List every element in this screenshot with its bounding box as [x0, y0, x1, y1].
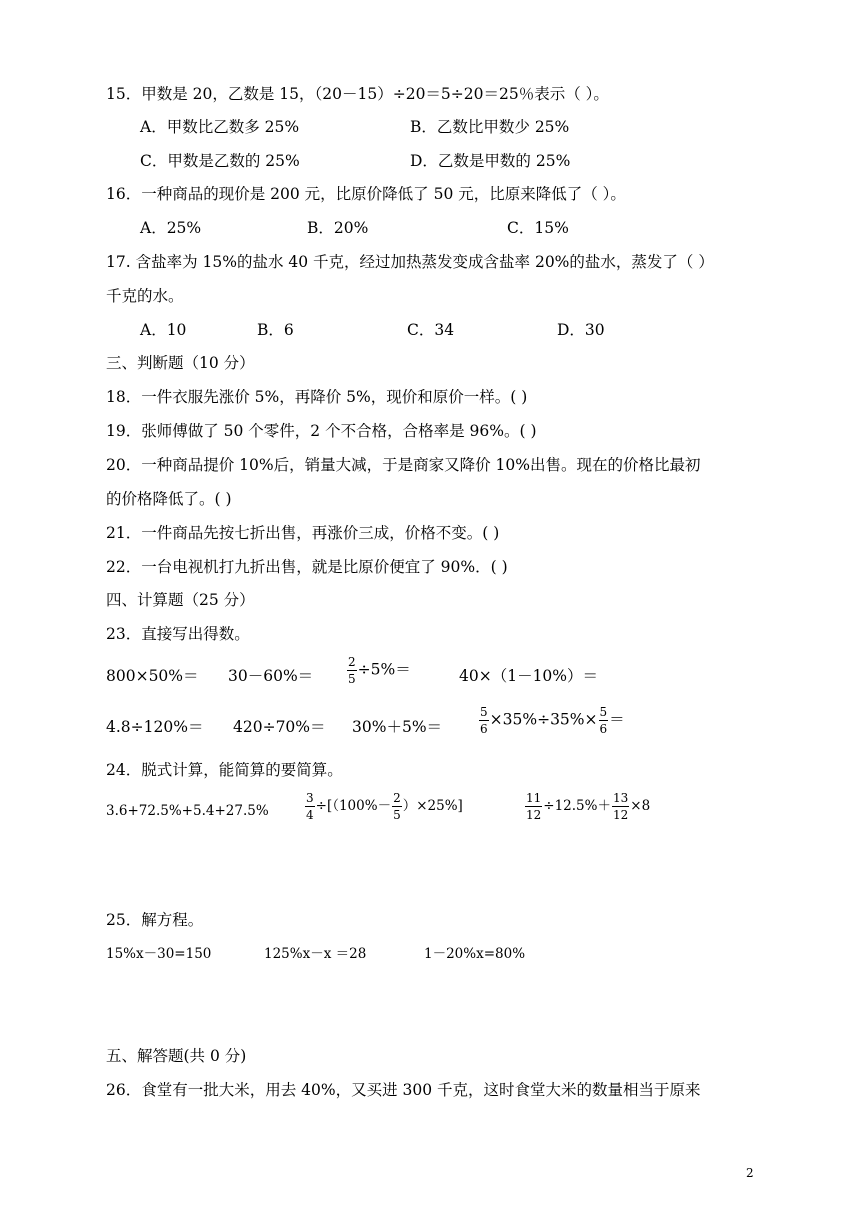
section-heading-answer: 五、解答题(共 0 分): [106, 1047, 247, 1065]
q25-equation-1: 15%x－30=150: [106, 946, 212, 962]
q17-option-b: B．6: [257, 321, 294, 339]
q15-option-b: B．乙数比甲数少 25%: [410, 118, 570, 136]
q21-stem: 21．一件商品先按七折出售，再涨价三成，价格不变。( ): [106, 524, 500, 542]
q23-expr-5: 4.8÷120%＝: [106, 718, 204, 736]
fraction: $\frac{2}{5}$: [348, 655, 356, 686]
q15-option-a: A．甲数比乙数多 25%: [140, 118, 300, 136]
q26-stem: 26．食堂有一批大米，用去 40%，又买进 300 千克，这时食堂大米的数量相当于原来: [106, 1081, 701, 1099]
fraction: $\frac{11}{12}$: [526, 791, 542, 822]
q22-stem: 22．一台电视机打九折出售，就是比原价便宜了 90%．( ): [106, 558, 508, 576]
q16-stem: 16．一种商品的现价是 200 元，比原价降低了 50 元，比原来降低了（ ）。: [106, 185, 626, 203]
q25-stem: 25．解方程。: [106, 911, 204, 929]
q17-stem-line1: 17. 含盐率为 15%的盐水 40 千克，经过加热蒸发变成含盐率 20%的盐水，蒸发了（ ）: [106, 253, 714, 271]
q15-option-c: C．甲数是乙数的 25%: [140, 152, 300, 170]
q15-stem: 15．甲数是 20，乙数是 15，（20－15）÷20＝5÷20＝25％表示（ ）。: [106, 85, 609, 103]
q24-expr-2: $\frac{3}{4}$ ÷[（100%－ $\frac{2}{5}$ ）×25%]: [306, 791, 463, 822]
q23-expr-2: 30－60%＝: [228, 667, 314, 685]
q16-option-c: C．15%: [507, 219, 569, 237]
q20-stem-line2: 的价格降低了。( ): [106, 490, 232, 508]
q24-stem: 24．脱式计算，能简算的要简算。: [106, 761, 343, 779]
fraction: $\frac{13}{12}$: [612, 791, 629, 822]
fraction: $\frac{5}{6}$: [480, 705, 488, 736]
q20-stem-line1: 20．一种商品提价 10%后，销量大减，于是商家又降价 10%出售。现在的价格比最初: [106, 456, 701, 474]
fraction: $\frac{3}{4}$: [306, 791, 314, 822]
q23-expr-6: 420÷70%＝: [233, 718, 326, 736]
q24-expr-3: $\frac{11}{12}$ ÷12.5%＋ $\frac{13}{12}$ ×8: [526, 791, 651, 822]
section-heading-judgement: 三、判断题（10 分）: [106, 354, 255, 372]
q16-option-a: A．25%: [140, 219, 202, 237]
q19-stem: 19．张师傅做了 50 个零件，2 个不合格，合格率是 96%。( ): [106, 422, 537, 440]
q25-equation-3: 1－20%x=80%: [424, 946, 526, 962]
fraction: $\frac{5}{6}$: [599, 705, 608, 736]
q17-stem-line2: 千克的水。: [106, 287, 184, 305]
section-heading-calculation: 四、计算题（25 分）: [106, 591, 255, 609]
q23-expr-4: 40×（1－10%）＝: [459, 667, 599, 685]
q23-expr-1: 800×50%＝: [106, 667, 199, 685]
q23-expr-8: $\frac{5}{6}$ ×35%÷35%× $\frac{5}{6}$ ＝: [480, 705, 625, 736]
page-number: 2: [746, 1166, 754, 1180]
q23-stem: 23．直接写出得数。: [106, 625, 250, 643]
q16-option-b: B．20%: [307, 219, 369, 237]
q23-expr-7: 30%＋5%＝: [352, 718, 443, 736]
q17-option-c: C．34: [407, 321, 455, 339]
q23-expr-3: $\frac{2}{5}$ ÷5%＝: [348, 655, 411, 686]
q17-option-d: D．30: [557, 321, 605, 339]
q24-expr-1: 3.6+72.5%+5.4+27.5%: [106, 803, 269, 819]
q25-equation-2: 125%x－x ＝28: [264, 946, 367, 962]
fraction: $\frac{2}{5}$: [393, 791, 401, 822]
q17-option-a: A．10: [140, 321, 187, 339]
q15-option-d: D．乙数是甲数的 25%: [410, 152, 571, 170]
q18-stem: 18．一件衣服先涨价 5%，再降价 5%，现价和原价一样。( ): [106, 388, 528, 406]
